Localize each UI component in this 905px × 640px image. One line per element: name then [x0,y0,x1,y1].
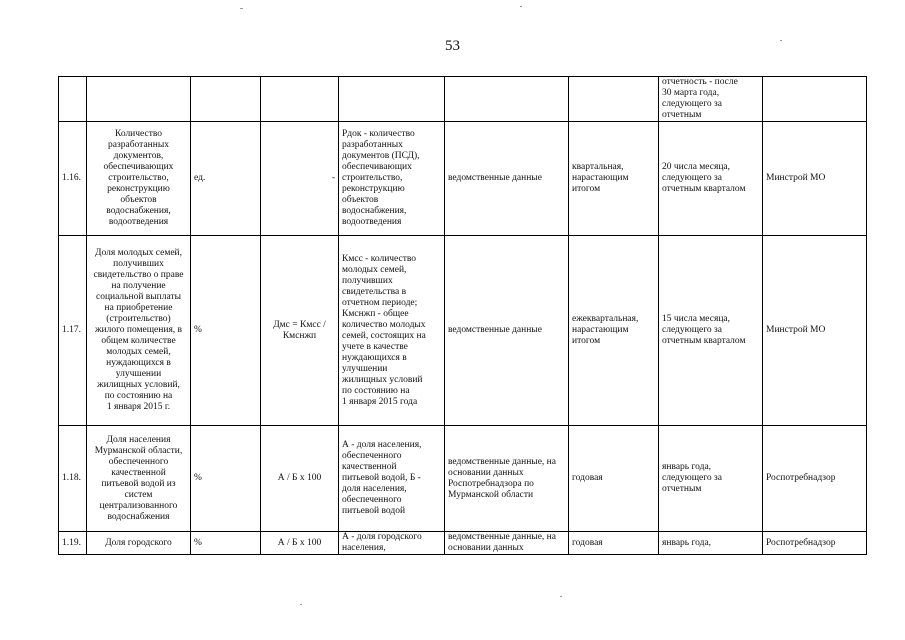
responsible-cell: Минстрой МО [763,122,867,236]
cell-line: А - доля населения, [342,440,422,450]
cell-line: жилищных условий, [97,380,180,390]
cell-line: молодых семей, [106,347,171,357]
cell-line: январь года, [662,537,712,548]
row-number-cell: 1.18. [59,426,87,532]
cell-line: обеспечивающих [103,162,174,172]
cell-line: разработанных [108,140,169,150]
indicators-table [58,76,867,555]
cell-line: А / Б х 100 [277,537,322,548]
cell-line: отчетным [662,110,702,120]
cell-line: реконструкцию [342,184,405,194]
unit-cell [191,77,261,122]
cell-line: итогом [572,184,601,194]
cell-line: Кмснжп [282,330,317,341]
cell-line: Роспотребнадзора по [448,478,534,489]
cell-line: разработанных [342,140,403,150]
cell-line: годовая [572,537,603,548]
cell-line: учете в качестве [342,341,408,352]
cell-line: свидетельство о праве [93,270,184,280]
page-number: 53 [445,38,460,54]
cell-line: отчетным кварталом [662,336,746,346]
cell-line: Доля городского [105,537,172,548]
cell-line: семей, состоящих на [342,330,426,341]
cell-line: объектов [342,195,379,205]
cell-line: Мурманской области [448,489,534,500]
cell-line: 30 марта года, [662,88,720,98]
cell-line: следующего за [662,325,723,335]
deadline-cell [659,122,763,236]
row-number-cell: 1.16. [59,122,87,236]
cell-line: нуждающихся в [106,358,171,368]
cell-line: следующего за [662,473,723,483]
cell-line: 20 числа месяца, [662,162,731,172]
cell-line: на получение [111,281,166,291]
indicator-name-cell [87,236,191,426]
table-row [59,236,867,426]
cell-line: жилого помещения, в [94,325,183,335]
formula-cell [261,532,339,555]
cell-line: получивших [113,259,164,269]
cell-line: документов, [113,151,164,161]
table-row [59,532,867,555]
row-number-cell: 1.19. [59,532,87,555]
cell-line: свидетельства в [342,286,407,297]
cell-line: водоотведения [108,217,169,227]
formula-cell [261,426,339,532]
unit-cell: ед. [191,122,261,236]
cell-line: жилищных условий [342,374,423,385]
row-number-cell [59,77,87,122]
cell-line: отчетным [662,484,702,494]
cell-line: социальной выплаты [96,292,181,302]
definition-cell [339,77,445,122]
cell-line: основании данных [448,467,524,478]
definition-cell [339,122,445,236]
cell-line: отчетном периоде; [342,297,418,308]
cell-line: населения, [342,543,386,553]
periodicity-cell [569,77,659,122]
cell-line: следующего за [662,99,723,109]
unit-cell: % [191,426,261,532]
data-source-cell [445,236,569,426]
responsible-cell [763,77,867,122]
indicator-name-cell [87,77,191,122]
cell-line: квартальная, [572,162,624,172]
cell-line: 15 числа месяца, [662,314,731,324]
responsible-cell: Роспотребнадзор [763,426,867,532]
definition-cell [339,532,445,555]
cell-line: объектов [120,195,157,205]
cell-line: основании данных [448,543,524,553]
cell-line: качественной [111,467,166,478]
cell-line: Pдок - количество [342,129,415,139]
cell-line: годовая [572,473,603,483]
cell-line: 1 января 2015 года [342,396,418,407]
formula-cell [261,236,339,426]
cell-line: питьевой водой, Б - [342,473,421,483]
cell-line: 1 января 2015 г. [106,402,171,412]
responsible-cell: Роспотребнадзор [763,532,867,555]
row-number-cell: 1.17. [59,236,87,426]
cell-line: обеспеченного [342,495,402,505]
cell-line: Мурманской области, [94,445,183,456]
cell-line: - [331,173,335,183]
cell-line: обеспечивающих [342,162,412,172]
cell-line: водоснабжения, [342,206,407,216]
cell-line: по состоянию на [104,391,173,401]
cell-line: молодых семей, [342,264,407,275]
cell-line: централизованного [99,500,178,511]
cell-line: Доля населения [106,434,171,445]
deadline-cell [659,77,763,122]
periodicity-cell [569,122,659,236]
cell-line: Дмс = Кмсс / [273,319,326,330]
indicator-name-cell [87,426,191,532]
table-row [59,122,867,236]
cell-line: нарастающим [572,173,629,183]
data-source-cell [445,77,569,122]
cell-line: по состоянию на [342,385,410,396]
cell-line: улучшении [342,363,388,374]
data-source-cell [445,122,569,236]
responsible-cell: Минстрой МО [763,236,867,426]
indicator-name-cell [87,532,191,555]
cell-line: ведомственные данные, на [448,532,556,542]
cell-line: ведомственные данные [448,325,542,335]
data-source-cell [445,532,569,555]
cell-line: (строительство) [106,314,171,324]
cell-line: ежеквартальная, [572,314,639,324]
cell-line: общем количестве [101,336,176,346]
cell-line: документов (ПСД), [342,151,420,161]
cell-line: водоотведения [342,217,402,227]
cell-line: питьевой водой [342,506,406,516]
periodicity-cell [569,426,659,532]
unit-cell: % [191,236,261,426]
cell-line: следующего за [662,173,723,183]
cell-line: обеспеченного [108,456,169,467]
formula-cell [261,77,339,122]
unit-cell: % [191,532,261,555]
cell-line: систем [124,489,153,500]
cell-line: нуждающихся в [342,352,407,363]
cell-line: Кмсс - количество [342,253,417,264]
deadline-cell [659,532,763,555]
deadline-cell [659,426,763,532]
cell-line: улучшении [115,369,162,379]
cell-line: ведомственные данные, на [448,456,556,467]
table-row [59,77,867,122]
cell-line: ведомственные данные [448,173,542,183]
cell-line: качественной [342,462,397,472]
cell-line: итогом [572,336,601,346]
cell-line: получивших [342,275,393,286]
deadline-cell [659,236,763,426]
data-source-cell [445,426,569,532]
cell-line: Кмснжп - общее [342,308,409,319]
cell-line: отчетность - после [662,77,738,87]
definition-cell [339,236,445,426]
cell-line: строительство, [342,173,403,183]
cell-line: Количество [114,129,163,139]
cell-line: водоснабжения, [106,206,171,216]
cell-line: отчетным кварталом [662,184,746,194]
cell-line: реконструкцию [107,184,170,194]
cell-line: обеспеченного [342,451,402,461]
cell-line: количество молодых [342,319,426,330]
definition-cell [339,426,445,532]
cell-line: январь года, [662,462,712,472]
periodicity-cell [569,532,659,555]
periodicity-cell [569,236,659,426]
cell-line: Доля молодых семей, [94,248,183,258]
cell-line: на приобретение [104,303,173,313]
table-row [59,426,867,532]
cell-line: нарастающим [572,325,629,335]
indicator-name-cell [87,122,191,236]
formula-cell [261,122,339,236]
cell-line: доля населения, [342,484,407,494]
cell-line: питьевой водой из [101,478,176,489]
cell-line: строительство, [108,173,169,183]
cell-line: водоснабжения [107,511,170,522]
cell-line: А - доля городского [342,532,422,542]
cell-line: А / Б х 100 [277,473,322,483]
